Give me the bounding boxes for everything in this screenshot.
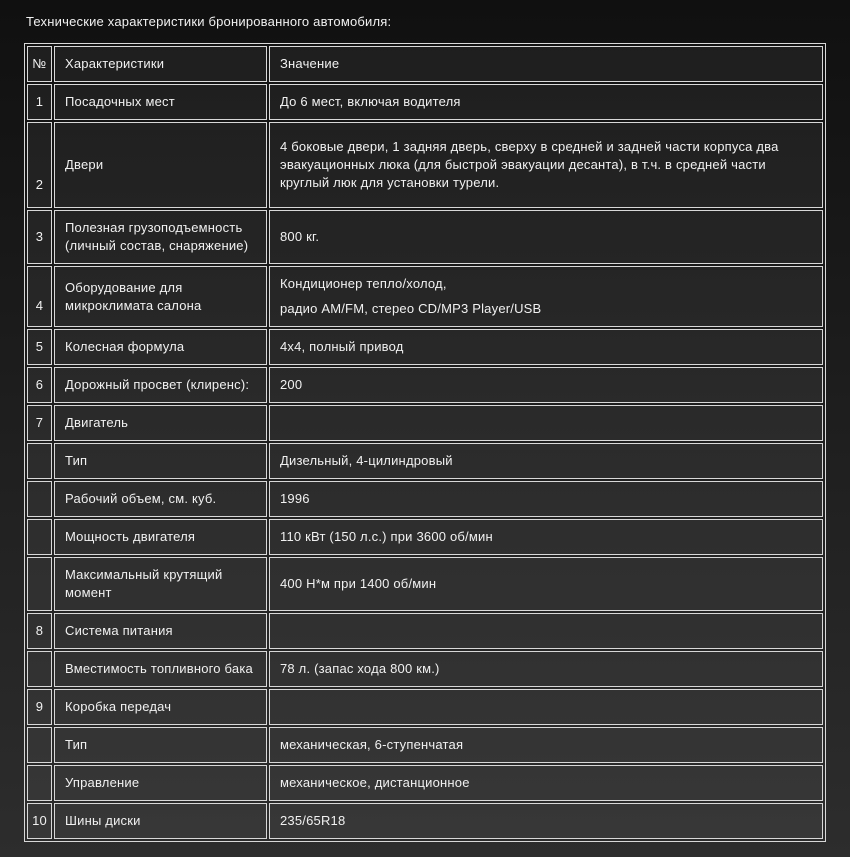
- cell-value: [269, 84, 823, 120]
- cell-num: 5: [27, 329, 52, 365]
- value-paragraph: 4х4, полный привод: [280, 339, 404, 354]
- column-header-value: Значение: [269, 46, 823, 82]
- table-row: [27, 481, 823, 517]
- page-title: Технические характеристики бронированного автомобиля:: [26, 14, 392, 29]
- table-row: [27, 210, 823, 264]
- cell-value: [269, 613, 823, 649]
- cell-num: 3: [27, 210, 52, 264]
- cell-num: [27, 765, 52, 801]
- cell-characteristic: Коробка передач: [54, 689, 267, 725]
- table-row: [27, 689, 823, 725]
- cell-value: [269, 765, 823, 801]
- cell-num: 7: [27, 405, 52, 441]
- cell-characteristic: Система питания: [54, 613, 267, 649]
- cell-value: [269, 210, 823, 264]
- cell-characteristic: Мощность двигателя: [54, 519, 267, 555]
- cell-num: 9: [27, 689, 52, 725]
- specs-table: [24, 43, 826, 842]
- cell-characteristic: Колесная формула: [54, 329, 267, 365]
- cell-characteristic: Тип: [54, 443, 267, 479]
- cell-characteristic: Управление: [54, 765, 267, 801]
- cell-value: [269, 557, 823, 611]
- value-paragraph: Дизельный, 4-цилиндровый: [280, 453, 453, 468]
- table-row: [27, 613, 823, 649]
- value-paragraph: 200: [280, 377, 303, 392]
- column-header-characteristic: Характеристики: [54, 46, 267, 82]
- cell-value: [269, 405, 823, 441]
- table-row: [27, 803, 823, 839]
- value-paragraph: 800 кг.: [280, 229, 320, 244]
- cell-num: [27, 443, 52, 479]
- table-row: [27, 765, 823, 801]
- table-row: [27, 519, 823, 555]
- cell-value: [269, 803, 823, 839]
- column-header-num: №: [27, 46, 52, 82]
- cell-value: [269, 122, 823, 208]
- value-paragraph: Кондиционер тепло/холод,: [280, 276, 447, 291]
- value-paragraph: До 6 мест, включая водителя: [280, 94, 461, 109]
- cell-characteristic: Посадочных мест: [54, 84, 267, 120]
- cell-characteristic: Полезная грузоподъемность (личный состав, снаряжение): [54, 210, 267, 264]
- cell-value: [269, 367, 823, 403]
- table-row: [27, 84, 823, 120]
- table-row: [27, 727, 823, 763]
- cell-characteristic: Шины диски: [54, 803, 267, 839]
- value-paragraph: механическое, дистанционное: [280, 775, 470, 790]
- cell-value: [269, 651, 823, 687]
- value-paragraph: 1996: [280, 491, 310, 506]
- cell-value: [269, 519, 823, 555]
- cell-characteristic: Оборудование для микроклимата салона: [54, 266, 267, 327]
- cell-value: [269, 727, 823, 763]
- table-row: [27, 266, 823, 327]
- cell-characteristic: Рабочий объем, см. куб.: [54, 481, 267, 517]
- cell-num: 6: [27, 367, 52, 403]
- header-row: [27, 46, 823, 82]
- cell-num: 4: [27, 266, 52, 327]
- cell-num: [27, 481, 52, 517]
- cell-value: [269, 266, 823, 327]
- cell-num: 2: [27, 122, 52, 208]
- table-row: [27, 651, 823, 687]
- cell-num: 8: [27, 613, 52, 649]
- cell-characteristic: Двери: [54, 122, 267, 208]
- cell-value: [269, 329, 823, 365]
- cell-num: [27, 727, 52, 763]
- table-row: [27, 405, 823, 441]
- value-paragraph: 400 Н*м при 1400 об/мин: [280, 576, 437, 591]
- cell-characteristic: Вместимость топливного бака: [54, 651, 267, 687]
- cell-value: [269, 443, 823, 479]
- table-row: [27, 557, 823, 611]
- cell-characteristic: Максимальный крутящий момент: [54, 557, 267, 611]
- value-paragraph: 78 л. (запас хода 800 км.): [280, 661, 440, 676]
- value-paragraph: радио AM/FM, стерео CD/MP3 Player/USB: [280, 301, 542, 316]
- table-row: [27, 443, 823, 479]
- value-paragraph: 110 кВт (150 л.с.) при 3600 об/мин: [280, 529, 493, 544]
- cell-num: 10: [27, 803, 52, 839]
- cell-num: [27, 519, 52, 555]
- value-paragraph: 235/65R18: [280, 813, 346, 828]
- table-row: [27, 367, 823, 403]
- value-paragraph: 4 боковые двери, 1 задняя дверь, сверху в средней и задней части корпуса два эвакуационных люка (для быстрой эвакуации десанта), в т.ч. в средней части круглый люк для установки турели.: [280, 139, 779, 190]
- cell-value: [269, 689, 823, 725]
- cell-num: [27, 557, 52, 611]
- cell-characteristic: Тип: [54, 727, 267, 763]
- table-row: [27, 122, 823, 208]
- cell-characteristic: Двигатель: [54, 405, 267, 441]
- cell-characteristic: Дорожный просвет (клиренс):: [54, 367, 267, 403]
- cell-value: [269, 481, 823, 517]
- table-row: [27, 329, 823, 365]
- cell-num: [27, 651, 52, 687]
- value-paragraph: механическая, 6-ступенчатая: [280, 737, 464, 752]
- cell-num: 1: [27, 84, 52, 120]
